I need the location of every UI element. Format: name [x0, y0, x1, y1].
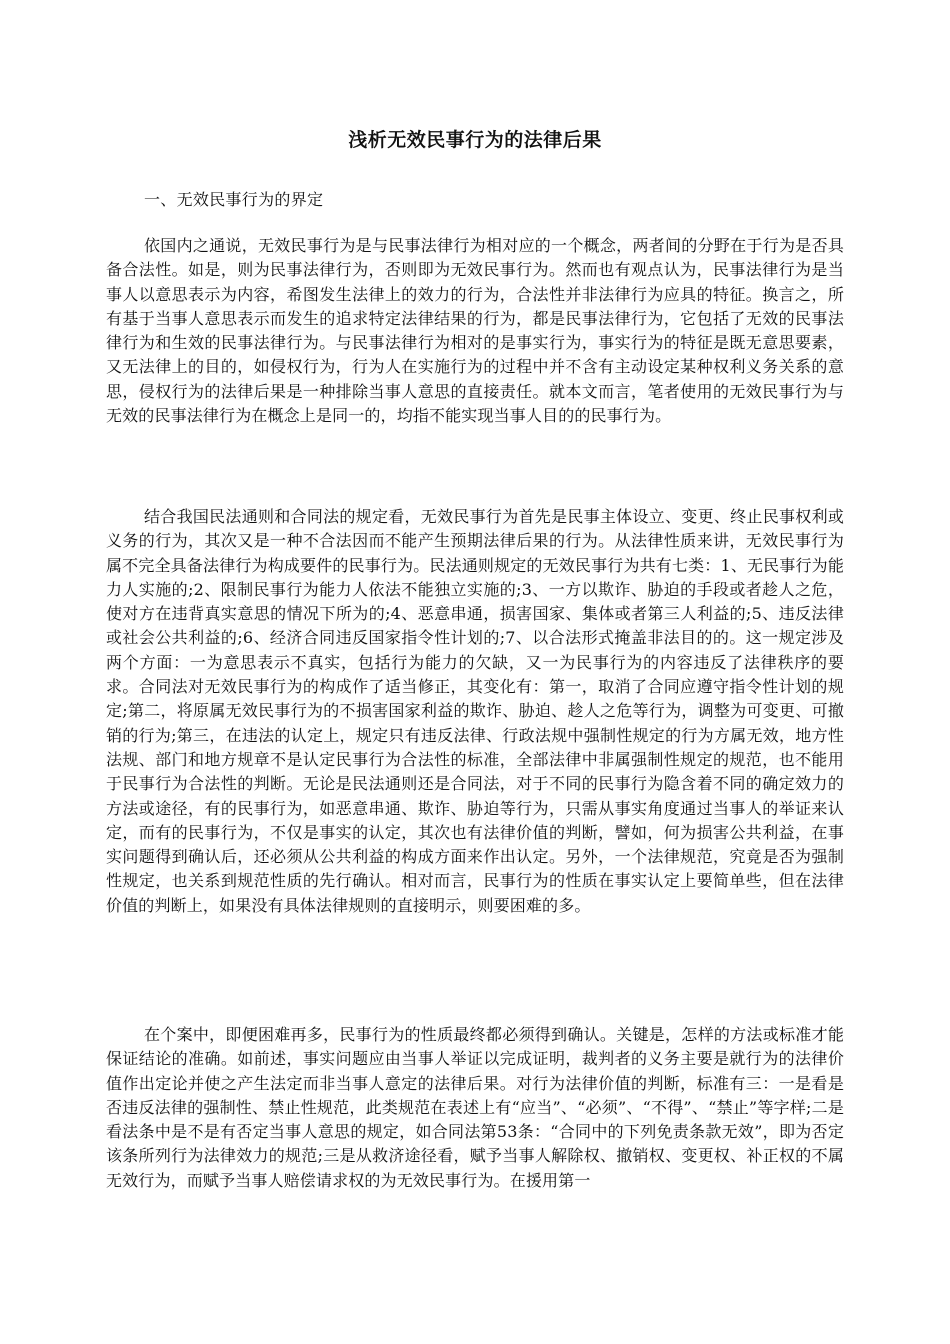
- paragraph: 在个案中，即便困难再多，民事行为的性质最终都必须得到确认。关键是，怎样的方法或标准才能保证结论的准确。如前述，事实问题应由当事人举证以完成证明，裁判者的义务主要是就行为的法律价值作出定论并使之产生法定而非当事人意定的法律后果。对行为法律价值的判断，标准有三：一是看是否违反法律的强制性、禁止性规范，此类规范在表述上有“应当”、“必须”、“不得”、“禁止”等字样;二是看法条中是不是有否定当事人意思的规定，如合同法第53条：“合同中的下列免责条款无效”，即为否定该条所列行为法律效力的规范;三是从救济途径看，赋予当事人解除权、撤销权、变更权、补正权的不属无效行为，而赋予当事人赔偿请求权的为无效民事行为。在援用第一: [106, 1025, 844, 1190]
- section-heading: 一、无效民事行为的界定: [144, 190, 324, 209]
- paragraph: 结合我国民法通则和合同法的规定看，无效民事行为首先是民事主体设立、变更、终止民事权利或义务的行为，其次又是一种不合法因而不能产生预期法律后果的行为。从法律性质来讲，无效民事行为属不完全具备法律行为构成要件的民事行为。民法通则规定的无效民事行为共有七类：1、无民事行为能力人实施的;2、限制民事行为能力人依法不能独立实施的;3、一方以欺诈、胁迫的手段或者趁人之危，使对方在违背真实意思的情况下所为的;4、恶意串通，损害国家、集体或者第三人利益的;5、违反法律或社会公共利益的;6、经济合同违反国家指令性计划的;7、以合法形式掩盖非法目的的。这一规定涉及两个方面：一为意思表示不真实，包括行为能力的欠缺，又一为民事行为的内容违反了法律秩序的要求。合同法对无效民事行为的构成作了适当修正，其变化有：第一，取消了合同应遵守指令性计划的规定;第二，将原属无效民事行为的不损害国家利益的欺诈、胁迫、趁人之危等行为，调整为可变更、可撤销的行为;第三，在违法的认定上，规定只有违反法律、行政法规中强制性规定的行为方属无效，地方性法规、部门和地方规章不是认定民事行为合法性的标准，全部法律中非属强制性规定的规范，也不能用于民事行为合法性的判断。无论是民法通则还是合同法，对于不同的民事行为隐含着不同的确定效力的方法或途径，有的民事行为，如恶意串通、欺诈、胁迫等行为，只需从事实角度通过当事人的举证来认定，而有的民事行为，不仅是事实的认定，其次也有法律价值的判断，譬如，何为损害公共利益，在事实问题得到确认后，还必须从公共利益的构成方面来作出认定。另外，一个法律规范，究竟是否为强制性规定，也关系到规范性质的先行确认。相对而言，民事行为的性质在事实认定上要简单些，但在法律价值的判断上，如果没有具体法律规则的直接明示，则要困难的多。: [106, 507, 844, 915]
- paragraph: 依国内之通说，无效民事行为是与民事法律行为相对应的一个概念，两者间的分野在于行为是否具备合法性。如是，则为民事法律行为，否则即为无效民事行为。然而也有观点认为，民事法律行为是当事人以意思表示为内容，希图发生法律上的效力的行为，合法性并非法律行为应具的特征。换言之，所有基于当事人意思表示而发生的追求特定法律结果的行为，都是民事法律行为，它包括了无效的民事法律行为和生效的民事法律行为。与民事法律行为相对的是事实行为，事实行为的特征是既无意思要素，又无法律上的目的，如侵权行为，行为人在实施行为的过程中并不含有主动设定某种权利义务关系的意思，侵权行为的法律后果是一种排除当事人意思的直接责任。就本文而言，笔者使用的无效民事行为与无效的民事法律行为在概念上是同一的，均指不能实现当事人目的的民事行为。: [106, 236, 844, 426]
- document-title: 浅析无效民事行为的法律后果: [348, 129, 602, 151]
